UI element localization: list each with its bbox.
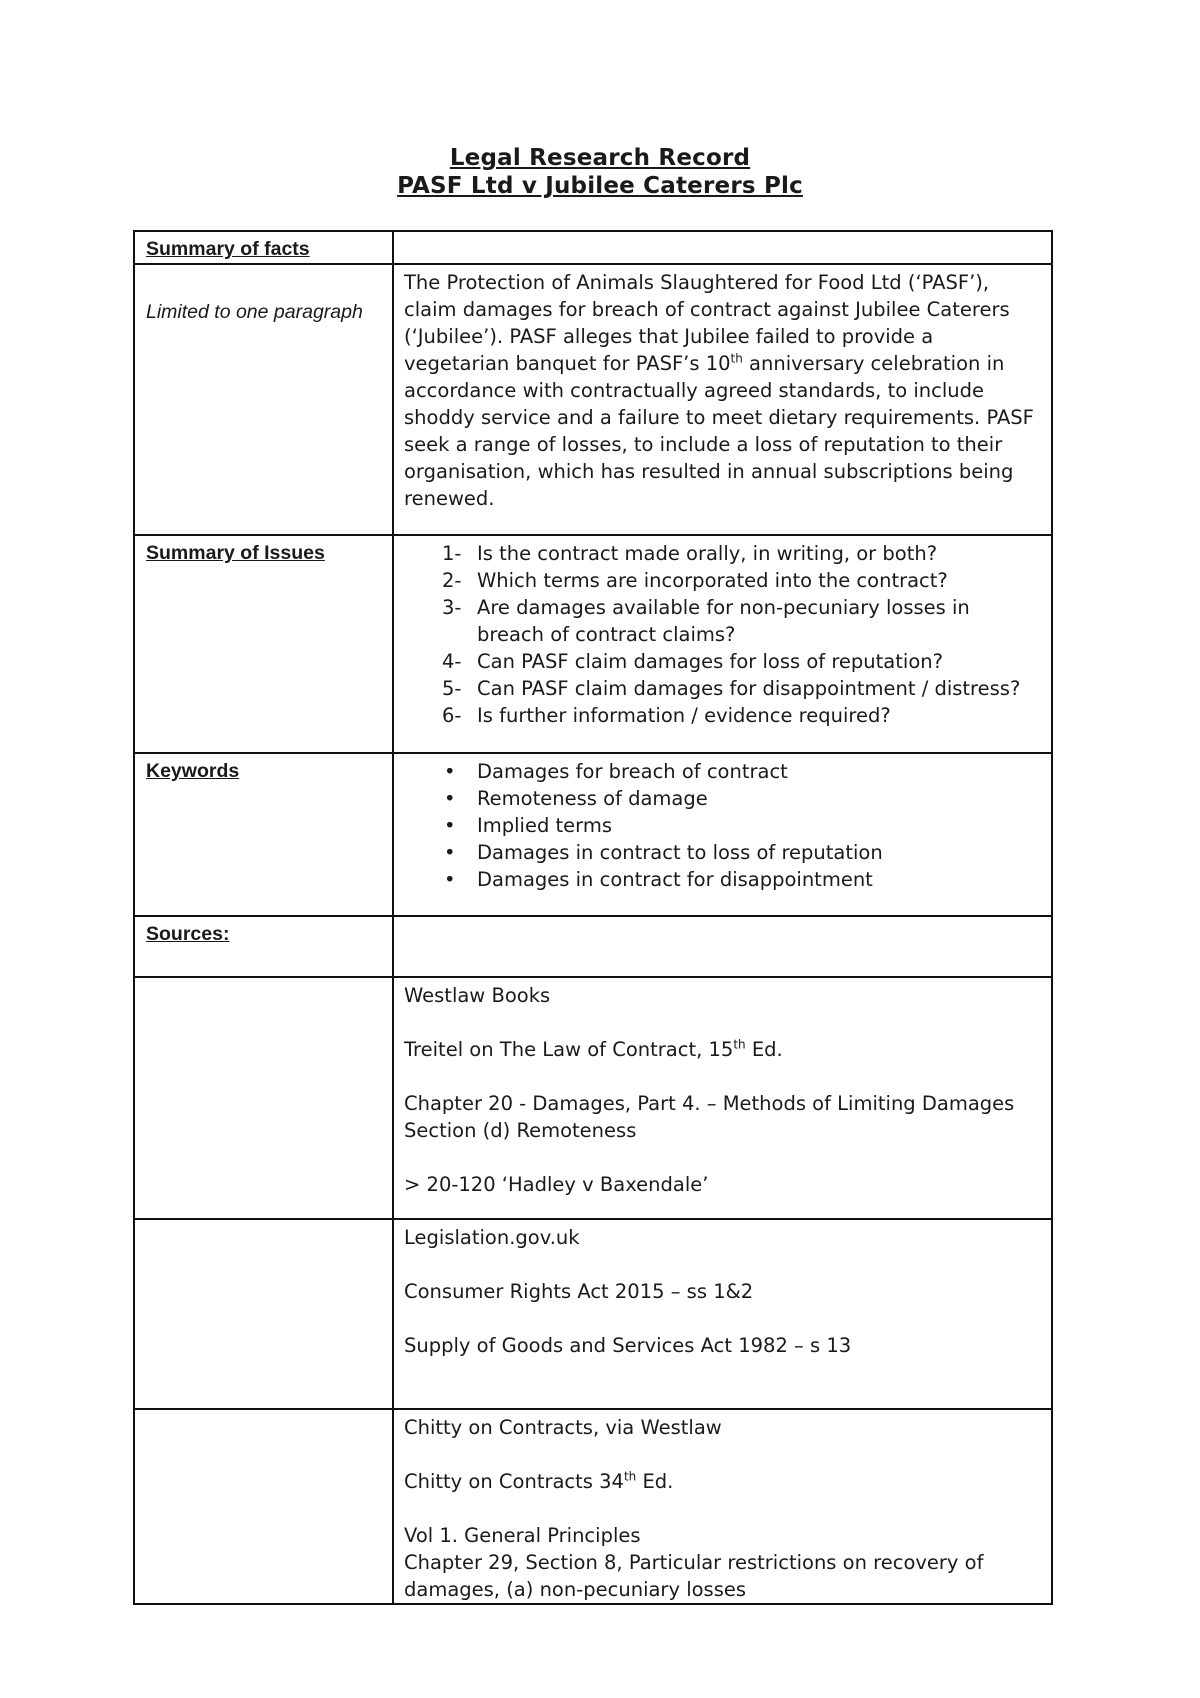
- empty-cell: [134, 1219, 393, 1409]
- keywords-cell: [393, 753, 1052, 916]
- empty-cell: [393, 916, 1052, 977]
- sources-label: Sources:: [134, 916, 393, 977]
- list-item-text: Damages in contract to loss of reputation: [477, 841, 883, 864]
- source-line: > 20-120 ‘Hadley v Baxendale’: [404, 1173, 709, 1196]
- research-record-table: [133, 230, 1053, 1605]
- empty-cell: [134, 977, 393, 1219]
- list-item-text: Damages for breach of contract: [477, 760, 788, 783]
- source-line: Vol 1. General Principles: [404, 1524, 641, 1547]
- list-item: [404, 675, 1041, 702]
- list-number: 2-: [442, 569, 462, 592]
- list-item-text: Is further information / evidence required?: [477, 704, 891, 727]
- bullet-icon: •: [444, 868, 456, 891]
- summary-issues-label: Summary of Issues: [134, 535, 393, 753]
- list-item: [404, 839, 1041, 866]
- list-item: [404, 648, 1041, 675]
- keywords-label: Keywords: [134, 753, 393, 916]
- summary-facts-hint: Limited to one paragraph: [146, 301, 363, 323]
- list-item: [404, 785, 1041, 812]
- facts-text-part: anniversary celebration in accordance with contractually agreed standards, to include shoddy service and a failure to meet dietary requirements. PASF seek a range of losses, to include a loss of reputation to their organisation, which has resulted in annual subscriptions being renewed.: [404, 352, 1034, 510]
- source-row-chitty: [134, 1409, 1052, 1604]
- bullet-icon: •: [444, 841, 456, 864]
- source-line: Chitty on Contracts, via Westlaw: [404, 1416, 722, 1439]
- list-item-text: Damages in contract for disappointment: [477, 868, 873, 891]
- source-line: Treitel on The Law of Contract, 15th Ed.: [404, 1037, 783, 1061]
- source-line: Chapter 29, Section 8, Particular restrictions on recovery of damages, (a) non-pecuniary losses: [404, 1551, 984, 1601]
- source-westlaw-cell: [393, 977, 1052, 1219]
- list-item: [404, 866, 1041, 893]
- source-line: Consumer Rights Act 2015 – ss 1&2: [404, 1280, 754, 1303]
- summary-facts-header-row: [134, 231, 1052, 264]
- list-item: [404, 594, 1041, 648]
- bullet-icon: •: [444, 787, 456, 810]
- summary-facts-hint-cell: [134, 264, 393, 535]
- list-number: 5-: [442, 677, 462, 700]
- keywords-row: [134, 753, 1052, 916]
- list-item: [404, 702, 1041, 729]
- list-item-text: Implied terms: [477, 814, 613, 837]
- facts-ordinal-suffix: th: [730, 351, 743, 366]
- summary-facts-label: Summary of facts: [134, 231, 393, 264]
- source-legislation-cell: [393, 1219, 1052, 1409]
- list-number: 6-: [442, 704, 462, 727]
- facts-text-part: The Protection of Animals Slaughtered for Food Ltd (‘PASF’), claim damages for breach of contract against Jubilee Caterers (‘Jubilee’). PASF alleges that Jubilee failed to provide a vegetarian banquet for PASF’s 10: [404, 271, 1010, 375]
- list-item: [404, 540, 1041, 567]
- source-line: Legislation.gov.uk: [404, 1226, 580, 1249]
- list-item-text: Can PASF claim damages for loss of reputation?: [477, 650, 943, 673]
- list-item-text: Remoteness of damage: [477, 787, 708, 810]
- list-item: [404, 812, 1041, 839]
- list-item-text: Can PASF claim damages for disappointment / distress?: [477, 677, 1021, 700]
- list-item: [404, 567, 1041, 594]
- empty-cell: [393, 231, 1052, 264]
- document-title: Legal Research Record: [449, 145, 751, 171]
- list-number: 4-: [442, 650, 462, 673]
- bullet-icon: •: [444, 760, 456, 783]
- list-item: [404, 758, 1041, 785]
- summary-issues-cell: [393, 535, 1052, 753]
- source-row-westlaw: [134, 977, 1052, 1219]
- list-item-text: Are damages available for non-pecuniary losses in breach of contract claims?: [477, 596, 970, 646]
- summary-issues-row: [134, 535, 1052, 753]
- source-line: Chitty on Contracts 34th Ed.: [404, 1469, 674, 1493]
- source-line: Westlaw Books: [404, 984, 551, 1007]
- source-row-legislation: [134, 1219, 1052, 1409]
- summary-facts-text: [393, 264, 1052, 535]
- issues-list: [404, 540, 1041, 729]
- empty-cell: [134, 1409, 393, 1604]
- bullet-icon: •: [444, 814, 456, 837]
- sources-header-row: [134, 916, 1052, 977]
- source-line: Chapter 20 - Damages, Part 4. – Methods of Limiting Damages Section (d) Remoteness: [404, 1092, 1015, 1142]
- list-item-text: Is the contract made orally, in writing, or both?: [477, 542, 938, 565]
- summary-facts-row: [134, 264, 1052, 535]
- keywords-list: [404, 758, 1041, 893]
- list-number: 1-: [442, 542, 462, 565]
- list-number: 3-: [442, 596, 462, 619]
- case-title: PASF Ltd v Jubilee Caterers Plc: [397, 173, 803, 199]
- source-line: Supply of Goods and Services Act 1982 – s 13: [404, 1334, 852, 1357]
- list-item-text: Which terms are incorporated into the contract?: [477, 569, 948, 592]
- source-chitty-cell: [393, 1409, 1052, 1604]
